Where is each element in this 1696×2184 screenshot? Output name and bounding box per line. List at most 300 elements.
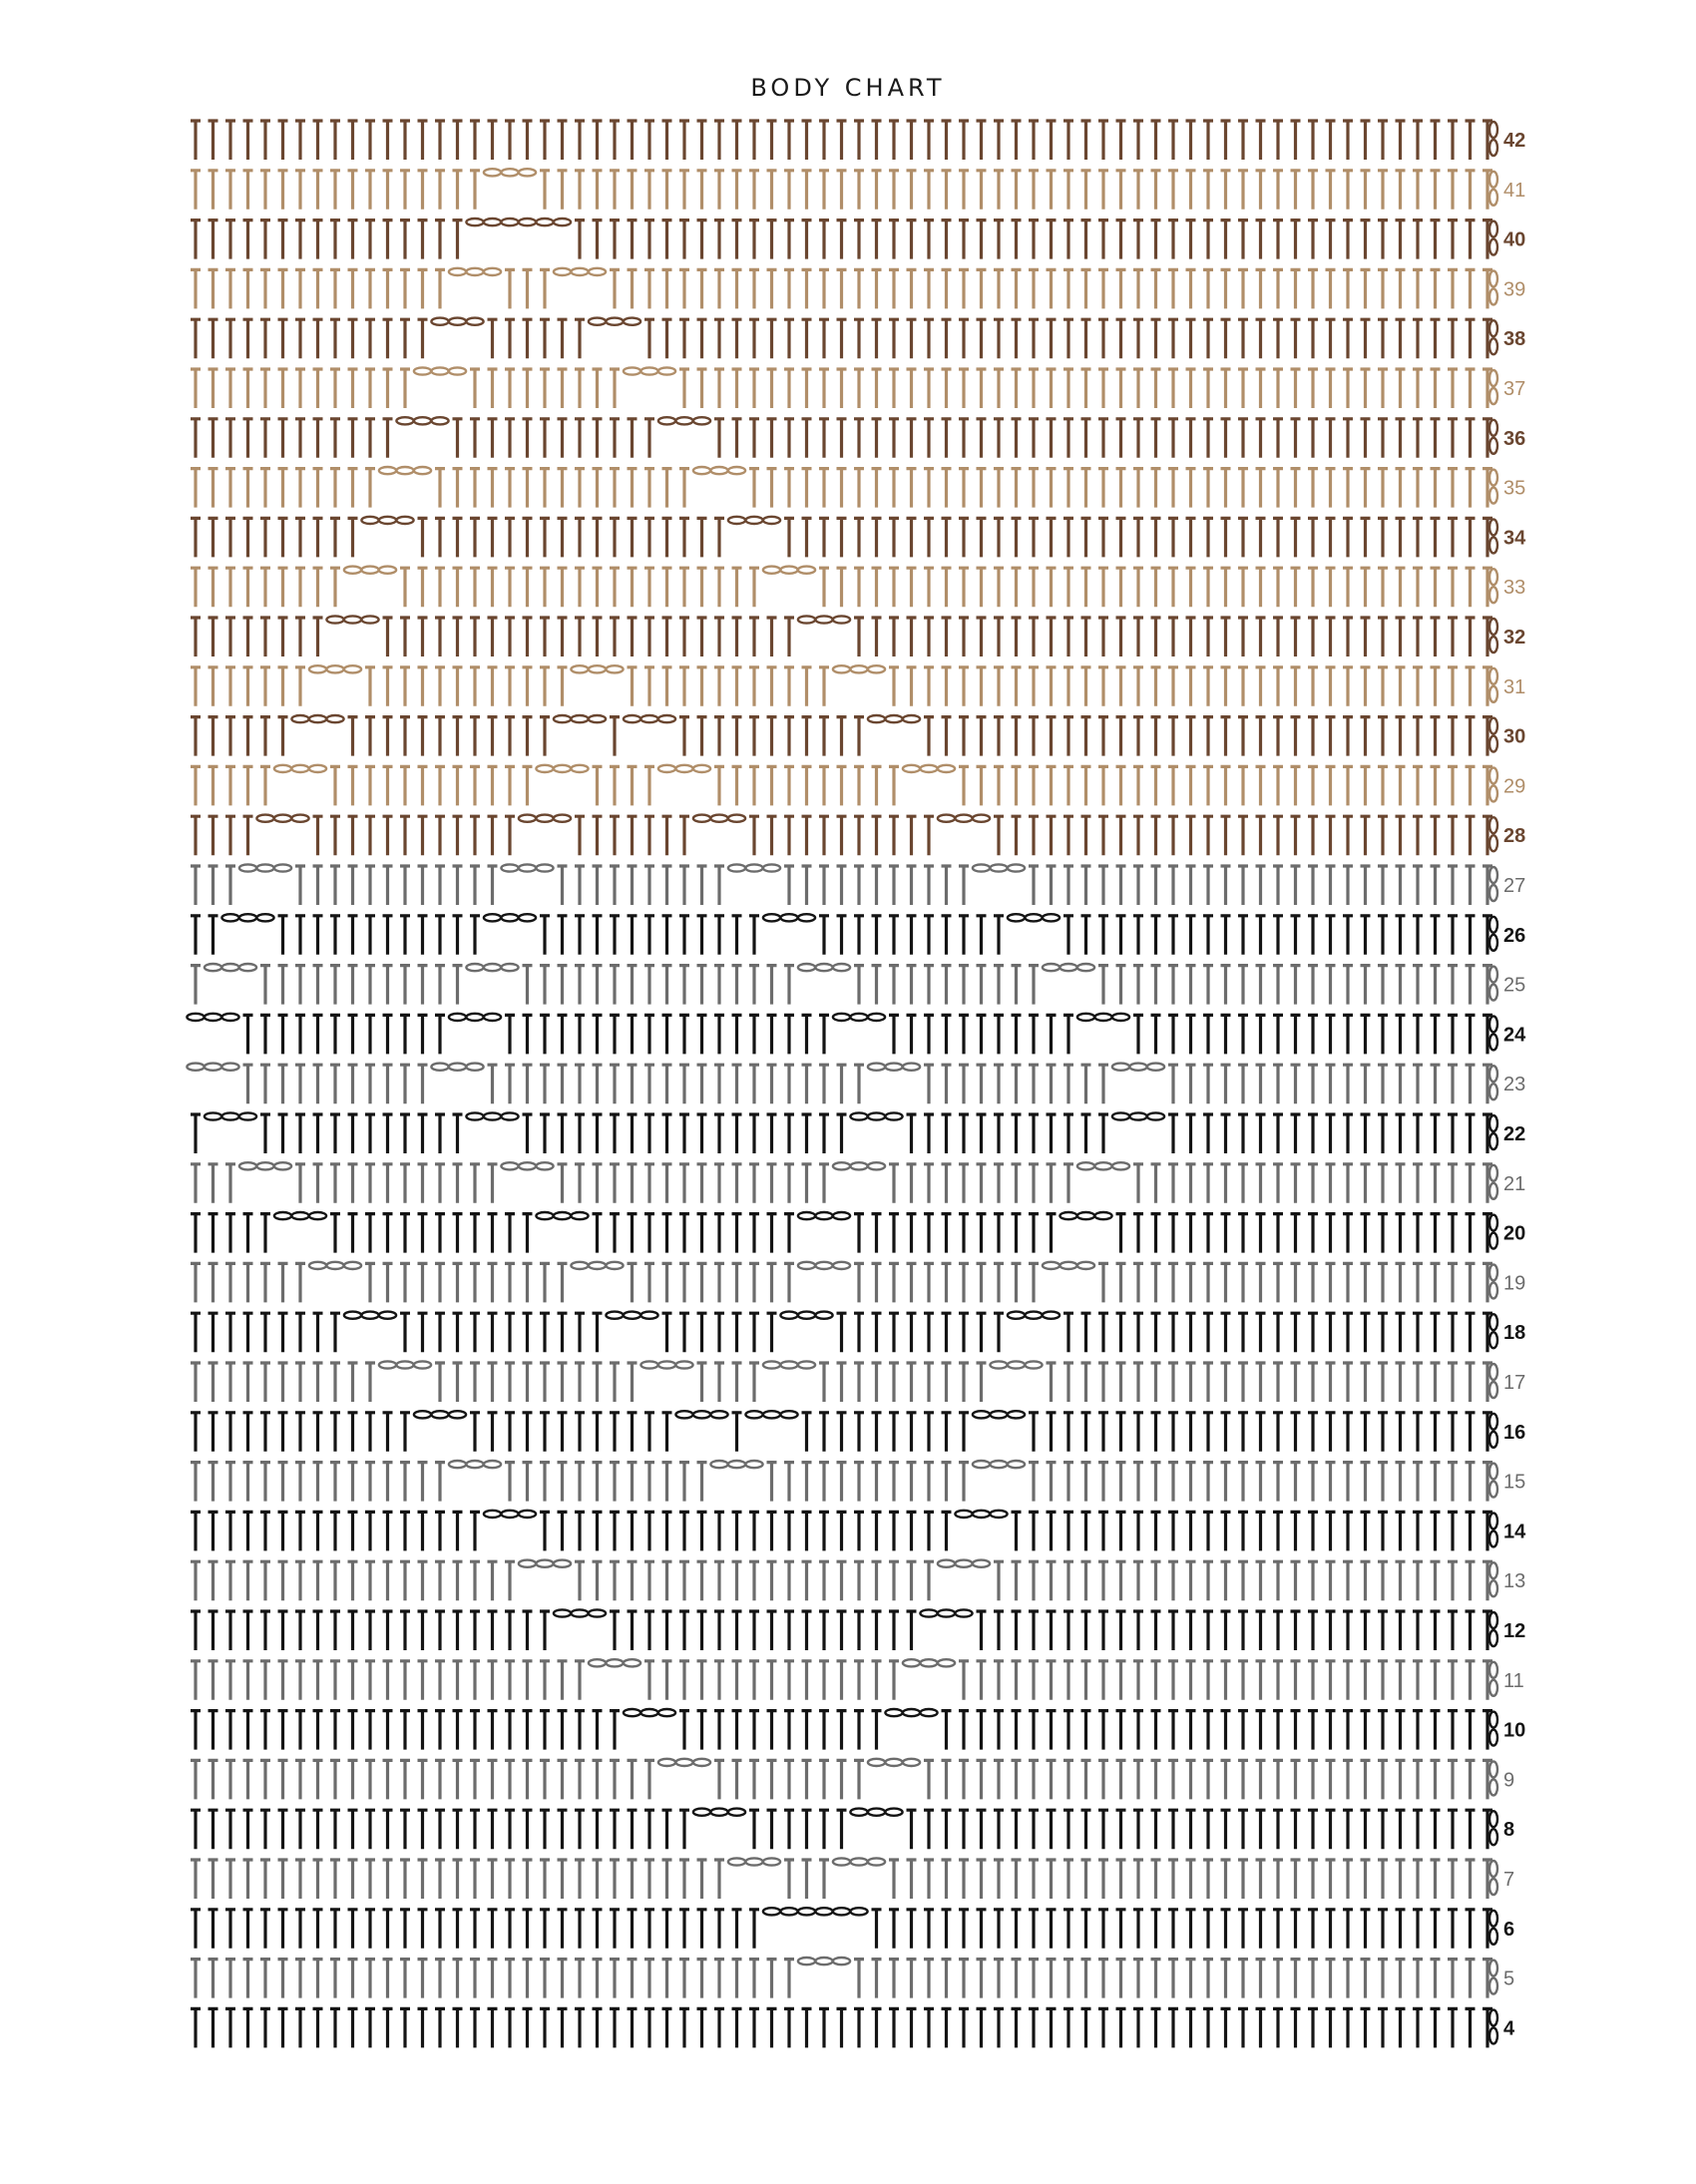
turning-chain-icon bbox=[1489, 370, 1497, 386]
stitch-icon bbox=[1448, 1611, 1458, 1650]
stitch-icon bbox=[872, 916, 882, 955]
chain-space-icon bbox=[589, 665, 606, 672]
stitch-icon bbox=[435, 1561, 445, 1600]
stitch-icon bbox=[593, 1214, 603, 1253]
stitch-icon bbox=[994, 2008, 1004, 2047]
stitch-icon bbox=[225, 1611, 235, 1650]
stitch-icon bbox=[1116, 916, 1126, 955]
stitch-icon bbox=[732, 717, 742, 756]
row-number-label: 25 bbox=[1503, 974, 1526, 997]
stitch-icon bbox=[1186, 1214, 1196, 1253]
stitch-icon bbox=[924, 518, 934, 557]
stitch-icon bbox=[1186, 568, 1196, 607]
stitch-icon bbox=[470, 121, 480, 160]
stitch-icon bbox=[1221, 1413, 1231, 1452]
stitch-icon bbox=[714, 319, 724, 358]
stitch-icon bbox=[1273, 1114, 1283, 1153]
stitch-icon bbox=[1151, 419, 1161, 458]
chain-space-icon bbox=[449, 318, 466, 325]
chain-space-icon bbox=[640, 367, 657, 374]
stitch-icon bbox=[540, 319, 550, 358]
stitch-icon bbox=[1308, 1363, 1318, 1402]
stitch-icon bbox=[784, 1065, 794, 1103]
stitch-icon bbox=[470, 518, 480, 557]
stitch-icon bbox=[505, 568, 515, 607]
chain-space-icon bbox=[1112, 1014, 1129, 1021]
chain-space-icon bbox=[501, 1511, 518, 1518]
stitch-icon bbox=[854, 1065, 864, 1103]
stitch-icon bbox=[1256, 1263, 1266, 1302]
chain-space-icon bbox=[571, 765, 588, 772]
stitch-icon bbox=[1238, 1711, 1248, 1750]
stitch-icon bbox=[872, 618, 882, 656]
stitch-icon bbox=[1256, 667, 1266, 706]
stitch-icon bbox=[593, 469, 603, 508]
stitch-icon bbox=[1186, 618, 1196, 656]
stitch-icon bbox=[1221, 618, 1231, 656]
stitch-icon bbox=[872, 319, 882, 358]
stitch-icon bbox=[994, 319, 1004, 358]
stitch-icon bbox=[191, 717, 201, 756]
stitch-icon bbox=[1343, 667, 1353, 706]
stitch-icon bbox=[1256, 121, 1266, 160]
chart-row-35 bbox=[191, 467, 1525, 508]
stitch-icon bbox=[802, 1860, 812, 1899]
chain-space-icon bbox=[833, 1958, 850, 1965]
stitch-icon bbox=[365, 1611, 375, 1650]
stitch-icon bbox=[872, 269, 882, 308]
stitch-icon bbox=[977, 1711, 987, 1750]
chart-row-22 bbox=[191, 1112, 1525, 1153]
stitch-icon bbox=[1047, 171, 1057, 210]
stitch-icon bbox=[191, 269, 201, 308]
stitch-icon bbox=[1413, 866, 1423, 905]
stitch-icon bbox=[505, 469, 515, 508]
stitch-icon bbox=[435, 171, 445, 210]
stitch-icon bbox=[1431, 816, 1441, 855]
stitch-icon bbox=[749, 1015, 759, 1054]
stitch-icon bbox=[209, 1512, 218, 1550]
stitch-icon bbox=[1273, 1860, 1283, 1899]
chain-space-icon bbox=[484, 1112, 501, 1119]
turning-chain-icon bbox=[1489, 1829, 1497, 1845]
stitch-icon bbox=[400, 1263, 410, 1302]
row-number-label: 22 bbox=[1503, 1123, 1526, 1145]
stitch-icon bbox=[1448, 121, 1458, 160]
stitch-icon bbox=[819, 866, 829, 905]
stitch-icon bbox=[994, 1313, 1004, 1352]
stitch-icon bbox=[924, 1065, 934, 1103]
stitch-icon bbox=[365, 1363, 375, 1402]
stitch-icon bbox=[872, 1413, 882, 1452]
stitch-icon bbox=[191, 171, 201, 210]
stitch-icon bbox=[1063, 1711, 1073, 1750]
stitch-icon bbox=[1378, 2008, 1388, 2047]
stitch-icon bbox=[1116, 1711, 1126, 1750]
chain-space-icon bbox=[833, 1212, 850, 1219]
stitch-icon bbox=[575, 1313, 585, 1352]
stitch-icon bbox=[505, 766, 515, 805]
stitch-icon bbox=[260, 1463, 270, 1502]
stitch-icon bbox=[994, 1214, 1004, 1253]
stitch-icon bbox=[488, 369, 498, 408]
stitch-icon bbox=[628, 1214, 637, 1253]
stitch-icon bbox=[1396, 916, 1406, 955]
stitch-icon bbox=[679, 1810, 689, 1849]
stitch-icon bbox=[889, 816, 899, 855]
stitch-icon bbox=[662, 1263, 672, 1302]
stitch-icon bbox=[435, 866, 445, 905]
stitch-icon bbox=[593, 419, 603, 458]
stitch-icon bbox=[1273, 1263, 1283, 1302]
chain-space-icon bbox=[309, 765, 326, 772]
stitch-icon bbox=[1029, 369, 1039, 408]
stitch-icon bbox=[400, 667, 410, 706]
stitch-icon bbox=[924, 866, 934, 905]
stitch-icon bbox=[924, 1015, 934, 1054]
stitch-icon bbox=[924, 369, 934, 408]
stitch-icon bbox=[732, 1661, 742, 1700]
stitch-icon bbox=[1308, 1164, 1318, 1203]
stitch-icon bbox=[243, 518, 253, 557]
stitch-icon bbox=[523, 1960, 533, 1998]
chain-space-icon bbox=[955, 1560, 972, 1567]
stitch-icon bbox=[1063, 866, 1073, 905]
stitch-icon bbox=[1343, 1413, 1353, 1452]
stitch-icon bbox=[348, 1413, 358, 1452]
stitch-icon bbox=[435, 220, 445, 259]
stitch-icon bbox=[1029, 469, 1039, 508]
stitch-icon bbox=[365, 667, 375, 706]
stitch-icon bbox=[1431, 2008, 1441, 2047]
stitch-icon bbox=[959, 1760, 969, 1799]
stitch-icon bbox=[488, 319, 498, 358]
stitch-icon bbox=[1116, 1661, 1126, 1700]
stitch-icon bbox=[1273, 1065, 1283, 1103]
stitch-icon bbox=[697, 1463, 707, 1502]
stitch-icon bbox=[505, 269, 515, 308]
chain-space-icon bbox=[466, 1461, 483, 1468]
stitch-icon bbox=[1203, 1263, 1213, 1302]
turning-chain-icon bbox=[1489, 1662, 1497, 1678]
stitch-icon bbox=[1012, 1910, 1022, 1949]
chain-space-icon bbox=[850, 1809, 867, 1816]
chain-space-icon bbox=[868, 1064, 885, 1071]
chart-row-37 bbox=[191, 367, 1525, 408]
stitch-icon bbox=[1396, 2008, 1406, 2047]
stitch-icon bbox=[732, 171, 742, 210]
stitch-icon bbox=[1256, 1661, 1266, 1700]
stitch-icon bbox=[191, 1561, 201, 1600]
stitch-icon bbox=[819, 1810, 829, 1849]
stitch-icon bbox=[1203, 171, 1213, 210]
turning-chain-icon bbox=[1489, 835, 1497, 851]
stitch-icon bbox=[1343, 1363, 1353, 1402]
chain-space-icon bbox=[449, 1014, 466, 1021]
chart-row-4 bbox=[191, 2008, 1515, 2047]
stitch-icon bbox=[697, 2008, 707, 2047]
turning-chain-icon bbox=[1489, 1165, 1497, 1181]
stitch-icon bbox=[400, 1561, 410, 1600]
stitch-icon bbox=[1029, 220, 1039, 259]
stitch-icon bbox=[872, 1910, 882, 1949]
stitch-icon bbox=[628, 1910, 637, 1949]
stitch-icon bbox=[435, 1263, 445, 1302]
stitch-icon bbox=[1256, 1810, 1266, 1849]
chain-space-icon bbox=[640, 1709, 657, 1716]
stitch-icon bbox=[959, 319, 969, 358]
stitch-icon bbox=[610, 1561, 620, 1600]
stitch-icon bbox=[802, 1760, 812, 1799]
stitch-icon bbox=[435, 469, 445, 508]
stitch-icon bbox=[313, 1065, 323, 1103]
stitch-icon bbox=[1029, 1164, 1039, 1203]
turning-chain-icon bbox=[1489, 1282, 1497, 1298]
stitch-icon bbox=[225, 1164, 235, 1203]
stitch-icon bbox=[1343, 717, 1353, 756]
stitch-icon bbox=[1047, 369, 1057, 408]
chart-row-15 bbox=[191, 1461, 1525, 1502]
stitch-icon bbox=[1151, 1661, 1161, 1700]
stitch-icon bbox=[1063, 171, 1073, 210]
stitch-icon bbox=[1343, 220, 1353, 259]
stitch-icon bbox=[662, 1611, 672, 1650]
chain-space-icon bbox=[710, 1461, 727, 1468]
stitch-icon bbox=[575, 1463, 585, 1502]
stitch-icon bbox=[714, 667, 724, 706]
stitch-icon bbox=[1273, 419, 1283, 458]
stitch-icon bbox=[854, 1363, 864, 1402]
chain-space-icon bbox=[187, 1014, 204, 1021]
stitch-icon bbox=[1168, 766, 1178, 805]
stitch-icon bbox=[1221, 1363, 1231, 1402]
stitch-icon bbox=[749, 618, 759, 656]
stitch-icon bbox=[1203, 1463, 1213, 1502]
stitch-icon bbox=[1081, 1313, 1091, 1352]
stitch-icon bbox=[575, 369, 585, 408]
stitch-icon bbox=[278, 2008, 288, 2047]
stitch-icon bbox=[697, 1561, 707, 1600]
stitch-icon bbox=[1308, 1313, 1318, 1352]
stitch-icon bbox=[1326, 220, 1336, 259]
stitch-icon bbox=[260, 369, 270, 408]
stitch-icon bbox=[348, 1860, 358, 1899]
stitch-icon bbox=[610, 469, 620, 508]
stitch-icon bbox=[1047, 1214, 1057, 1253]
stitch-icon bbox=[313, 1860, 323, 1899]
stitch-icon bbox=[1168, 1363, 1178, 1402]
stitch-icon bbox=[453, 766, 463, 805]
stitch-icon bbox=[784, 1463, 794, 1502]
chain-space-icon bbox=[850, 1858, 867, 1865]
stitch-icon bbox=[1256, 717, 1266, 756]
stitch-icon bbox=[1203, 1711, 1213, 1750]
stitch-icon bbox=[330, 1313, 340, 1352]
stitch-icon bbox=[1291, 1561, 1301, 1600]
chain-space-icon bbox=[693, 1809, 710, 1816]
chart-row-6 bbox=[191, 1908, 1514, 1949]
stitch-icon bbox=[784, 269, 794, 308]
stitch-icon bbox=[1326, 618, 1336, 656]
stitch-icon bbox=[1361, 1463, 1371, 1502]
stitch-icon bbox=[523, 1611, 533, 1650]
chain-space-icon bbox=[1129, 1064, 1146, 1071]
stitch-icon bbox=[1221, 1611, 1231, 1650]
stitch-icon bbox=[1396, 1313, 1406, 1352]
stitch-icon bbox=[1133, 171, 1143, 210]
stitch-icon bbox=[558, 568, 568, 607]
stitch-icon bbox=[1047, 618, 1057, 656]
stitch-icon bbox=[1361, 369, 1371, 408]
stitch-icon bbox=[628, 816, 637, 855]
stitch-icon bbox=[575, 1760, 585, 1799]
stitch-icon bbox=[977, 518, 987, 557]
stitch-icon bbox=[1361, 766, 1371, 805]
stitch-icon bbox=[1396, 1910, 1406, 1949]
stitch-icon bbox=[418, 1313, 428, 1352]
stitch-icon bbox=[732, 369, 742, 408]
stitch-icon bbox=[1151, 766, 1161, 805]
turning-chain-icon bbox=[1489, 985, 1497, 1001]
stitch-icon bbox=[819, 717, 829, 756]
stitch-icon bbox=[1168, 1164, 1178, 1203]
stitch-icon bbox=[365, 2008, 375, 2047]
stitch-icon bbox=[505, 1065, 515, 1103]
stitch-icon bbox=[872, 1463, 882, 1502]
chain-space-icon bbox=[1112, 1112, 1129, 1119]
stitch-icon bbox=[418, 171, 428, 210]
stitch-icon bbox=[1291, 171, 1301, 210]
stitch-icon bbox=[1133, 469, 1143, 508]
stitch-icon bbox=[435, 717, 445, 756]
stitch-icon bbox=[1308, 766, 1318, 805]
chart-row-29 bbox=[191, 765, 1525, 806]
stitch-icon bbox=[225, 1810, 235, 1849]
stitch-icon bbox=[1186, 1760, 1196, 1799]
stitch-icon bbox=[644, 568, 654, 607]
stitch-icon bbox=[540, 966, 550, 1005]
stitch-icon bbox=[209, 667, 218, 706]
stitch-icon bbox=[348, 1114, 358, 1153]
stitch-icon bbox=[714, 1561, 724, 1600]
stitch-icon bbox=[1291, 1860, 1301, 1899]
stitch-icon bbox=[435, 1164, 445, 1203]
stitch-icon bbox=[558, 1413, 568, 1452]
chain-space-icon bbox=[798, 1212, 815, 1219]
stitch-icon bbox=[784, 1214, 794, 1253]
stitch-icon bbox=[662, 1114, 672, 1153]
stitch-icon bbox=[644, 1263, 654, 1302]
chain-space-icon bbox=[938, 765, 955, 772]
stitch-icon bbox=[1431, 568, 1441, 607]
stitch-icon bbox=[1203, 717, 1213, 756]
chain-space-icon bbox=[1094, 1212, 1111, 1219]
chart-row-30 bbox=[191, 715, 1525, 756]
stitch-icon bbox=[1116, 1611, 1126, 1650]
stitch-icon bbox=[942, 469, 952, 508]
stitch-icon bbox=[1133, 866, 1143, 905]
stitch-icon bbox=[400, 1860, 410, 1899]
stitch-icon bbox=[260, 1661, 270, 1700]
stitch-icon bbox=[1203, 1661, 1213, 1700]
chain-space-icon bbox=[693, 417, 710, 424]
stitch-icon bbox=[1378, 667, 1388, 706]
stitch-icon bbox=[854, 1760, 864, 1799]
chain-space-icon bbox=[728, 467, 745, 474]
stitch-icon bbox=[453, 1363, 463, 1402]
stitch-icon bbox=[1116, 966, 1126, 1005]
stitch-icon bbox=[644, 1214, 654, 1253]
stitch-icon bbox=[610, 518, 620, 557]
turning-chain-icon bbox=[1489, 1016, 1497, 1032]
row-number-label: 26 bbox=[1503, 924, 1526, 947]
stitch-icon bbox=[575, 171, 585, 210]
stitch-icon bbox=[209, 1711, 218, 1750]
stitch-icon bbox=[1133, 568, 1143, 607]
stitch-icon bbox=[260, 1810, 270, 1849]
stitch-icon bbox=[1168, 717, 1178, 756]
stitch-icon bbox=[1063, 220, 1073, 259]
stitch-icon bbox=[191, 618, 201, 656]
stitch-icon bbox=[191, 419, 201, 458]
stitch-icon bbox=[1221, 1960, 1231, 1998]
chain-space-icon bbox=[640, 715, 657, 722]
stitch-icon bbox=[1413, 1611, 1423, 1650]
stitch-icon bbox=[1081, 667, 1091, 706]
stitch-icon bbox=[767, 1760, 777, 1799]
stitch-icon bbox=[1012, 220, 1022, 259]
stitch-icon bbox=[558, 1711, 568, 1750]
stitch-icon bbox=[628, 518, 637, 557]
stitch-icon bbox=[1413, 717, 1423, 756]
stitch-icon bbox=[1168, 369, 1178, 408]
stitch-icon bbox=[383, 667, 393, 706]
stitch-icon bbox=[1343, 1214, 1353, 1253]
stitch-icon bbox=[959, 1413, 969, 1452]
stitch-icon bbox=[889, 319, 899, 358]
stitch-icon bbox=[1291, 1611, 1301, 1650]
stitch-icon bbox=[330, 1760, 340, 1799]
stitch-icon bbox=[383, 269, 393, 308]
stitch-icon bbox=[994, 1910, 1004, 1949]
stitch-icon bbox=[697, 866, 707, 905]
stitch-icon bbox=[1326, 121, 1336, 160]
stitch-icon bbox=[453, 1263, 463, 1302]
stitch-icon bbox=[784, 1860, 794, 1899]
stitch-icon bbox=[837, 1810, 847, 1849]
stitch-icon bbox=[243, 1512, 253, 1550]
stitch-icon bbox=[784, 419, 794, 458]
stitch-icon bbox=[1343, 1561, 1353, 1600]
stitch-icon bbox=[295, 1960, 305, 1998]
stitch-icon bbox=[453, 667, 463, 706]
chain-space-icon bbox=[519, 218, 536, 225]
stitch-icon bbox=[1029, 1711, 1039, 1750]
stitch-icon bbox=[610, 568, 620, 607]
stitch-icon bbox=[959, 419, 969, 458]
stitch-icon bbox=[1466, 1611, 1476, 1650]
stitch-icon bbox=[1221, 1661, 1231, 1700]
stitch-icon bbox=[942, 717, 952, 756]
stitch-icon bbox=[1203, 568, 1213, 607]
stitch-icon bbox=[540, 1661, 550, 1700]
stitch-icon bbox=[470, 568, 480, 607]
stitch-icon bbox=[784, 866, 794, 905]
chain-space-icon bbox=[379, 467, 396, 474]
stitch-icon bbox=[784, 1661, 794, 1700]
stitch-icon bbox=[1238, 766, 1248, 805]
chain-space-icon bbox=[484, 268, 501, 275]
